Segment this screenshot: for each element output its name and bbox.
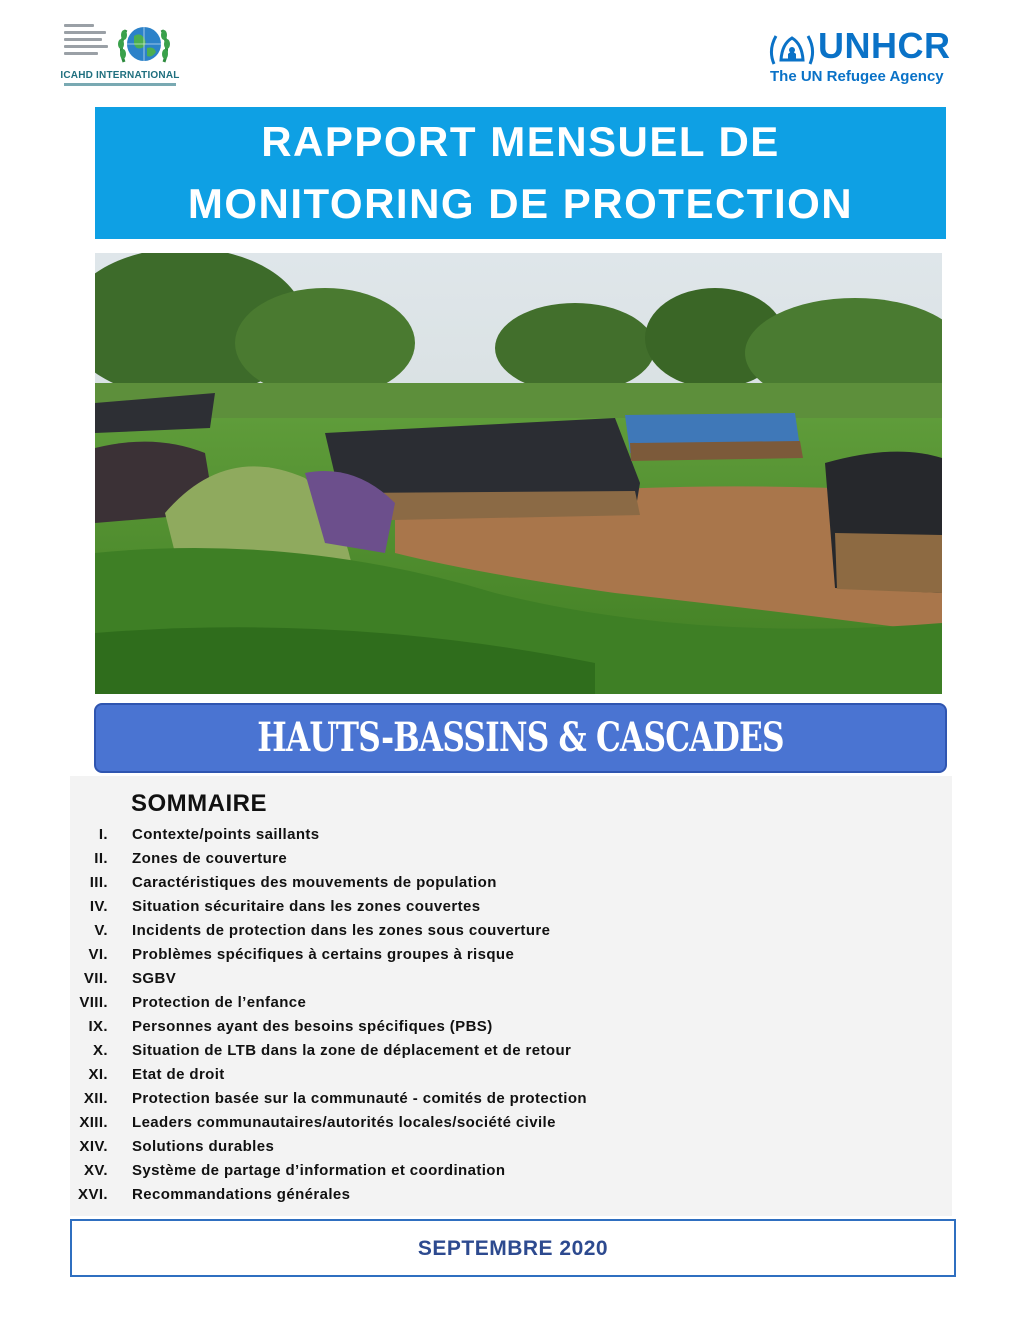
summary-item xyxy=(70,1088,952,1112)
summary-item-label: Etat de droit xyxy=(132,1066,225,1083)
region-name: HAUTS-BASSINS & CASCADES xyxy=(257,714,784,761)
org-subtitle-decoration xyxy=(50,82,190,90)
summary-item-number: XVI. xyxy=(78,1186,108,1203)
summary-item-label: Situation sécuritaire dans les zones couvertes xyxy=(132,898,481,915)
globe-laurel-icon xyxy=(114,18,174,72)
report-date: SEPTEMBRE 2020 xyxy=(70,1219,956,1277)
summary-item xyxy=(70,1112,952,1136)
summary-item-label: Zones de couverture xyxy=(132,850,288,867)
camp-scene-illustration xyxy=(95,253,942,694)
summary-item xyxy=(70,1064,952,1088)
summary-panel xyxy=(70,776,952,1216)
summary-item xyxy=(70,896,952,920)
summary-item-number: X. xyxy=(93,1042,108,1059)
summary-item xyxy=(70,872,952,896)
unhcr-tagline: The UN Refugee Agency xyxy=(770,68,944,85)
unhcr-emblem-icon xyxy=(768,30,816,70)
summary-item-number: VIII. xyxy=(79,994,108,1011)
report-title-line-1: RAPPORT MENSUEL DE xyxy=(261,118,780,165)
summary-item-label: Problèmes spécifiques à certains groupes à risque xyxy=(132,946,515,963)
org-name: ICAHD INTERNATIONAL xyxy=(60,70,180,81)
summary-item-label: SGBV xyxy=(132,970,177,987)
summary-item-number: V. xyxy=(94,922,108,939)
summary-item-number: VI. xyxy=(88,946,108,963)
summary-item-number: XII. xyxy=(83,1090,108,1107)
summary-item xyxy=(70,1040,952,1064)
summary-item-label: Solutions durables xyxy=(132,1138,275,1155)
summary-item-label: Caractéristiques des mouvements de population xyxy=(132,874,497,891)
summary-item-label: Protection de l’enfance xyxy=(132,994,307,1011)
summary-item-number: I. xyxy=(98,826,108,843)
summary-item xyxy=(70,848,952,872)
summary-item xyxy=(70,968,952,992)
summary-item-number: IX. xyxy=(88,1018,108,1035)
report-title-banner xyxy=(95,107,946,239)
unhcr-logo xyxy=(768,25,988,88)
summary-item-number: XIII. xyxy=(79,1114,108,1131)
summary-item-number: II. xyxy=(94,850,108,867)
summary-item xyxy=(70,920,952,944)
summary-item-number: XI. xyxy=(88,1066,108,1083)
summary-item-number: IV. xyxy=(89,898,108,915)
summary-list xyxy=(70,824,952,1208)
summary-item-number: III. xyxy=(89,874,108,891)
summary-item-label: Contexte/points saillants xyxy=(132,826,320,843)
summary-item-number: VII. xyxy=(83,970,108,987)
logo-text-lines xyxy=(64,24,112,62)
summary-item xyxy=(70,1016,952,1040)
report-title-line-2: MONITORING DE PROTECTION xyxy=(187,180,854,227)
summary-title: SOMMAIRE xyxy=(131,790,267,817)
summary-item-number: XV. xyxy=(83,1162,108,1179)
icahd-logo xyxy=(50,18,190,90)
summary-item-label: Situation de LTB dans la zone de déplacement et de retour xyxy=(132,1042,572,1059)
summary-item-label: Protection basée sur la communauté - comités de protection xyxy=(132,1090,587,1107)
summary-item xyxy=(70,1136,952,1160)
summary-item xyxy=(70,1184,952,1208)
summary-item-label: Système de partage d’information et coordination xyxy=(132,1162,506,1179)
unhcr-brand: UNHCR xyxy=(818,25,951,66)
summary-item xyxy=(70,1160,952,1184)
summary-item xyxy=(70,992,952,1016)
summary-item-label: Recommandations générales xyxy=(132,1186,351,1203)
summary-item-label: Incidents de protection dans les zones sous couverture xyxy=(132,922,551,939)
summary-item xyxy=(70,944,952,968)
region-banner xyxy=(94,703,947,773)
summary-item-label: Personnes ayant des besoins spécifiques (PBS) xyxy=(132,1018,493,1035)
summary-item xyxy=(70,824,952,848)
camp-photo xyxy=(95,253,942,694)
summary-item-label: Leaders communautaires/autorités locales/société civile xyxy=(132,1114,556,1131)
summary-item-number: XIV. xyxy=(79,1138,108,1155)
